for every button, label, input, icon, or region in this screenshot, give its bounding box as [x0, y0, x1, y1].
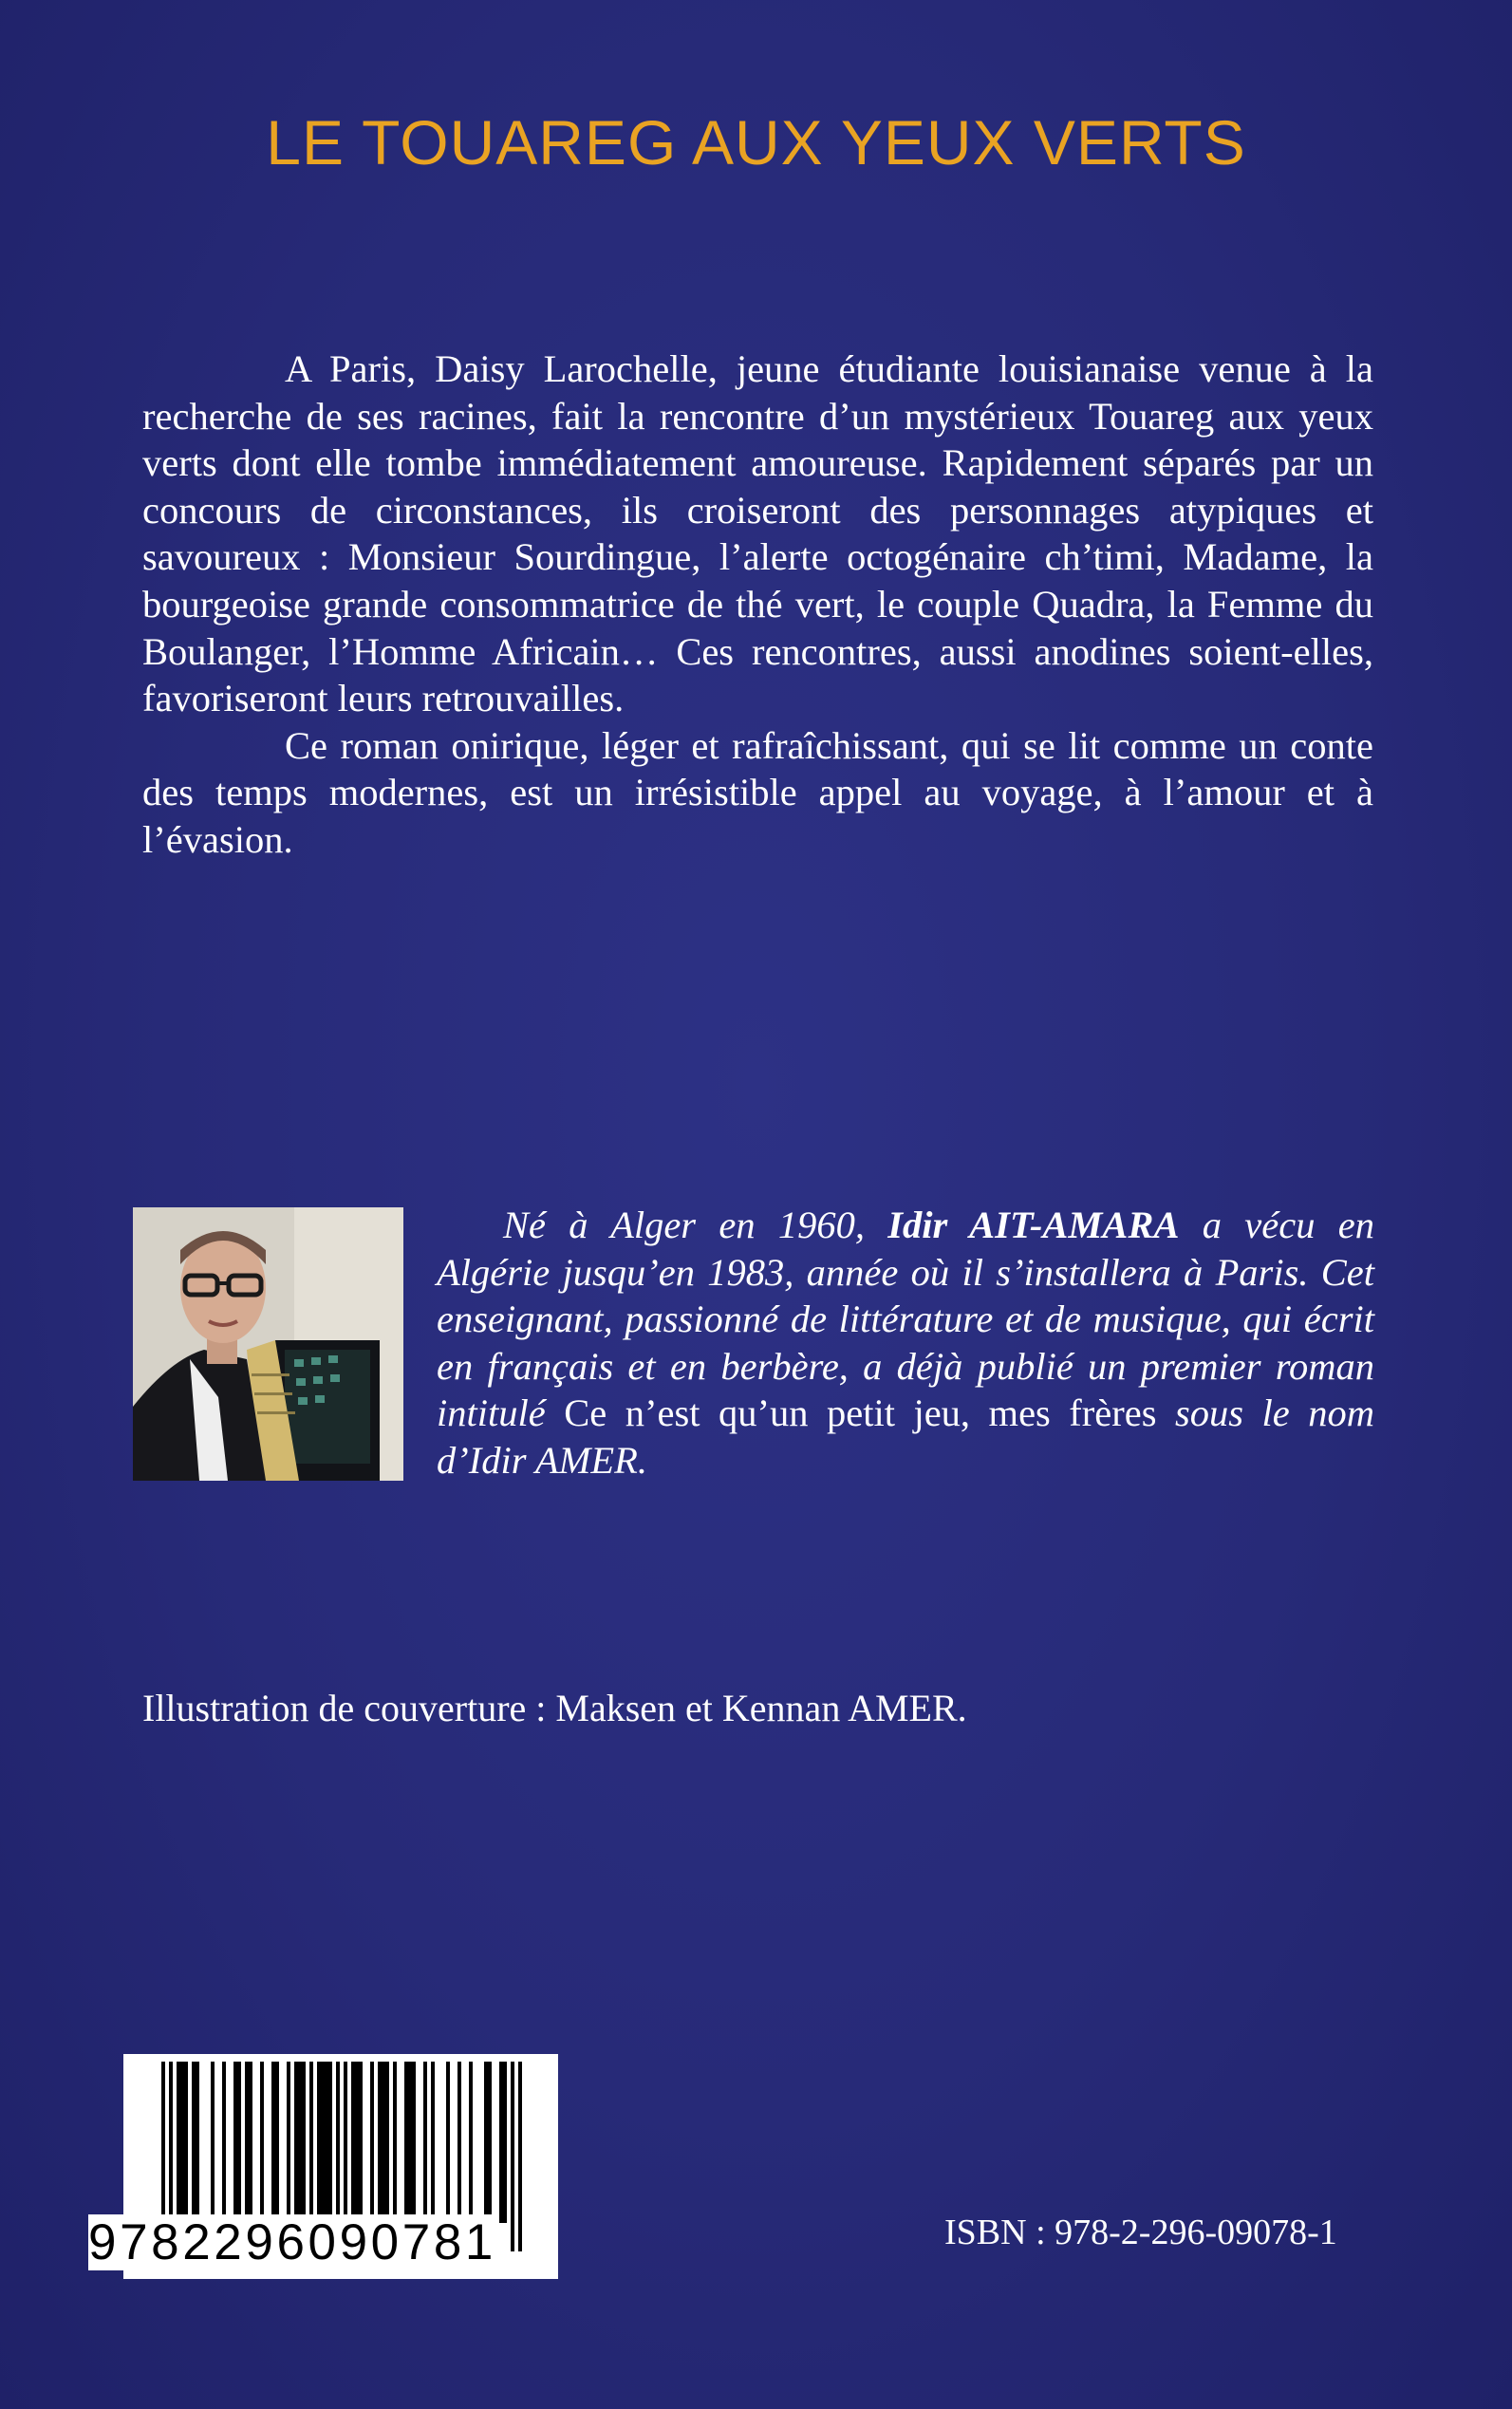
illustration-credit: Illustration de couverture : Maksen et Kennan AMER.: [142, 1687, 967, 1729]
barcode-bar: [431, 2062, 435, 2223]
barcode-bar: [385, 2062, 389, 2223]
author-photo: [133, 1207, 403, 1481]
book-title: LE TOUAREG AUX YEUX VERTS: [266, 107, 1246, 177]
barcode-digits: [88, 2213, 563, 2271]
barcode-bar: [260, 2062, 264, 2223]
barcode-bar: [412, 2062, 416, 2223]
barcode-bar: [180, 2062, 184, 2223]
barcode-bar: [457, 2062, 461, 2223]
author-name: Idir AIT-AMARA: [887, 1204, 1180, 1246]
barcode-bar: [393, 2062, 397, 2223]
barcode-bar: [271, 2062, 275, 2223]
barcode-bar: [378, 2062, 382, 2223]
barcode-bar: [222, 2062, 226, 2223]
barcode-bar: [499, 2062, 503, 2223]
barcode-bar: [192, 2062, 196, 2223]
barcode-bar: [245, 2062, 249, 2223]
barcode-bar: [382, 2062, 385, 2223]
barcode-bar: [233, 2062, 237, 2223]
author-bio: [437, 1202, 1374, 1485]
barcode-bar: [503, 2062, 507, 2223]
blurb-paragraph: A Paris, Daisy Larochelle, jeune étudiante louisianaise venue à la recherche de ses racines, fait la rencontre d’un mystérieux Touareg aux yeux verts dont elle tombe immédiatement amoureuse. Rapidement séparés par un concours de circonstances, ils croiseront des personnages atypiques et savoureux : Monsieur Sourdingue, l’alerte octogénaire ch’timi, Madame, la bourgeoise grande consommatrice de thé vert, le couple Quadra, la Femme du Boulanger, l’Homme Africain… Ces rencontres, aussi anodines soient-elles, favoriseront leurs retrouvailles.: [142, 347, 1373, 720]
barcode-bar: [408, 2062, 412, 2223]
barcode-bar: [302, 2062, 306, 2223]
barcode-bar: [446, 2062, 450, 2223]
barcode-bar: [469, 2062, 473, 2223]
barcode-bar: [325, 2062, 328, 2223]
barcode-bar: [287, 2062, 290, 2223]
author-portrait-icon: [133, 1207, 403, 1481]
barcode-bar: [177, 2062, 180, 2223]
barcode-bar: [249, 2062, 252, 2223]
barcode-bar: [488, 2062, 492, 2223]
barcode-bar: [351, 2062, 355, 2223]
barcode-bar: [328, 2062, 332, 2223]
barcode-bar: [370, 2062, 374, 2223]
barcode-bar: [275, 2062, 279, 2223]
barcode-bar: [184, 2062, 188, 2223]
barcode-bar: [309, 2062, 313, 2223]
barcode-number: 9782296090781: [88, 2214, 496, 2270]
bio-text: sous le nom d’Idir AMER.: [437, 1391, 1374, 1482]
barcode-bar: [321, 2062, 325, 2223]
isbn-number: ISBN : 978-2-296-09078-1: [944, 2213, 1337, 2252]
previous-book-title: Ce n’est qu’un petit jeu, mes frères: [564, 1391, 1157, 1435]
barcode-bar: [298, 2062, 302, 2223]
barcode-bar: [294, 2062, 298, 2223]
barcode-bar: [404, 2062, 408, 2223]
barcode-bar: [423, 2062, 427, 2223]
barcode-bar: [359, 2062, 363, 2223]
barcode-bar: [237, 2062, 241, 2223]
blurb-paragraph: Ce roman onirique, léger et rafraîchissant, qui se lit comme un conte des temps modernes, est un irrésistible appel au voyage, à l’amour et à l’évasion.: [142, 723, 1373, 861]
back-cover-blurb: [142, 345, 1373, 864]
barcode-bar: [196, 2062, 199, 2223]
barcode-bar: [355, 2062, 359, 2223]
bio-text: a vécu en Algérie jusqu’en 1983, année où il s’installera à Paris. Cet enseignant, passionné de littérature et de musique, qui écrit en français et en berbère, a déjà publié un premier roman intitulé: [437, 1204, 1374, 1435]
bio-text: Né à Alger en 1960,: [503, 1204, 888, 1246]
barcode-bar: [317, 2062, 321, 2223]
barcode-bar: [211, 2062, 215, 2223]
barcode-bar: [484, 2062, 488, 2223]
